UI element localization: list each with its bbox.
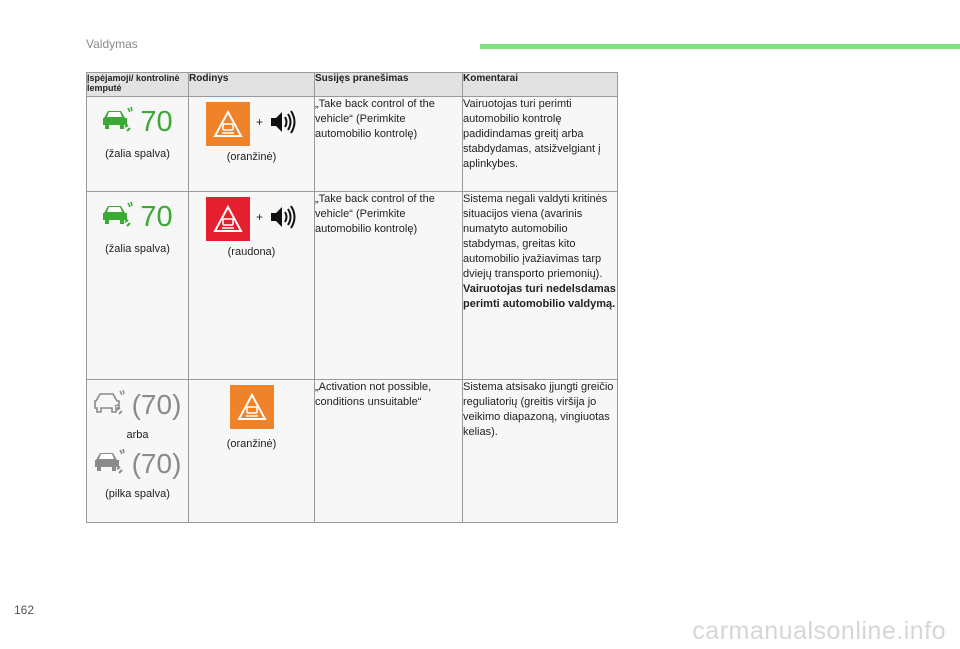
- plus-sign: +: [255, 115, 263, 129]
- lamp-caption: (žalia spalva): [105, 148, 170, 160]
- display-caption: (oranžinė): [226, 151, 277, 163]
- comment-warning-bold: Vairuotojas turi nedelsdamas perimti automobilio valdymą.: [463, 283, 616, 310]
- warning-lamps-table: [86, 72, 618, 523]
- page-number: 162: [14, 603, 35, 617]
- message-cell: „Take back control of the vehicle“ (Perimkite automobilio kontrolę): [315, 192, 463, 380]
- speed-limit-car-icon: [102, 105, 134, 140]
- lamp-speed-value: (70): [131, 389, 182, 420]
- section-bar: [480, 44, 960, 49]
- speed-limit-car-icon: [102, 200, 134, 235]
- speaker-icon: [269, 108, 297, 141]
- lamp-speed-value: 70: [140, 106, 173, 138]
- speaker-icon: [269, 203, 297, 236]
- comment-cell: Sistema atsisako įjungti greičio reguliatorių (greitis viršija jo veikimo diapazoną, vingiuotas kelias).: [463, 380, 618, 523]
- table-header-row: [87, 73, 618, 97]
- display-cell: [189, 380, 315, 523]
- comment-text: Sistema negali valdyti kritinės situacijos viena (avarinis numatyto automobilio stabdymas, greitas kito automobilio įvažiavimas tarp dviejų transporto priemonių).: [463, 193, 608, 280]
- table-row: [87, 97, 618, 192]
- speed-limit-car-outline-icon: [94, 388, 126, 423]
- plus-sign: +: [255, 210, 263, 224]
- lamp-or-label: arba: [126, 429, 149, 441]
- col-header-display: Rodinys: [189, 73, 315, 97]
- speed-limit-car-icon: [94, 447, 126, 482]
- table-row: [87, 380, 618, 523]
- lamp-cell: [87, 97, 189, 192]
- col-header-message: Susijęs pranešimas: [315, 73, 463, 97]
- lamp-cell: [87, 380, 189, 523]
- lamp-caption: (žalia spalva): [105, 243, 170, 255]
- table-row: [87, 192, 618, 380]
- lamp-caption: (pilka spalva): [105, 488, 170, 500]
- lamp-speed-value: (70): [131, 448, 182, 479]
- comment-cell: [463, 192, 618, 380]
- warning-triangle-icon: [206, 102, 250, 146]
- warning-triangle-icon: [230, 385, 274, 429]
- watermark: carmanualsonline.info: [692, 617, 946, 645]
- lamp-speed-value: 70: [140, 201, 173, 233]
- display-caption: (raudona): [227, 246, 276, 258]
- section-title: Valdymas: [86, 37, 138, 51]
- comment-cell: Vairuotojas turi perimti automobilio kontrolę padidindamas greitį arba stabdydamas, atsižvelgiant į aplinkybes.: [463, 97, 618, 192]
- warning-triangle-icon: [206, 197, 250, 241]
- message-cell: „Activation not possible, conditions unsuitable“: [315, 380, 463, 523]
- message-cell: „Take back control of the vehicle“ (Perimkite automobilio kontrolę): [315, 97, 463, 192]
- col-header-comments: Komentarai: [463, 73, 618, 97]
- lamp-cell: [87, 192, 189, 380]
- col-header-lamp: Įspėjamoji/ kontrolinė lemputė: [87, 73, 189, 97]
- display-caption: (oranžinė): [226, 438, 277, 450]
- display-cell: [189, 192, 315, 380]
- display-cell: [189, 97, 315, 192]
